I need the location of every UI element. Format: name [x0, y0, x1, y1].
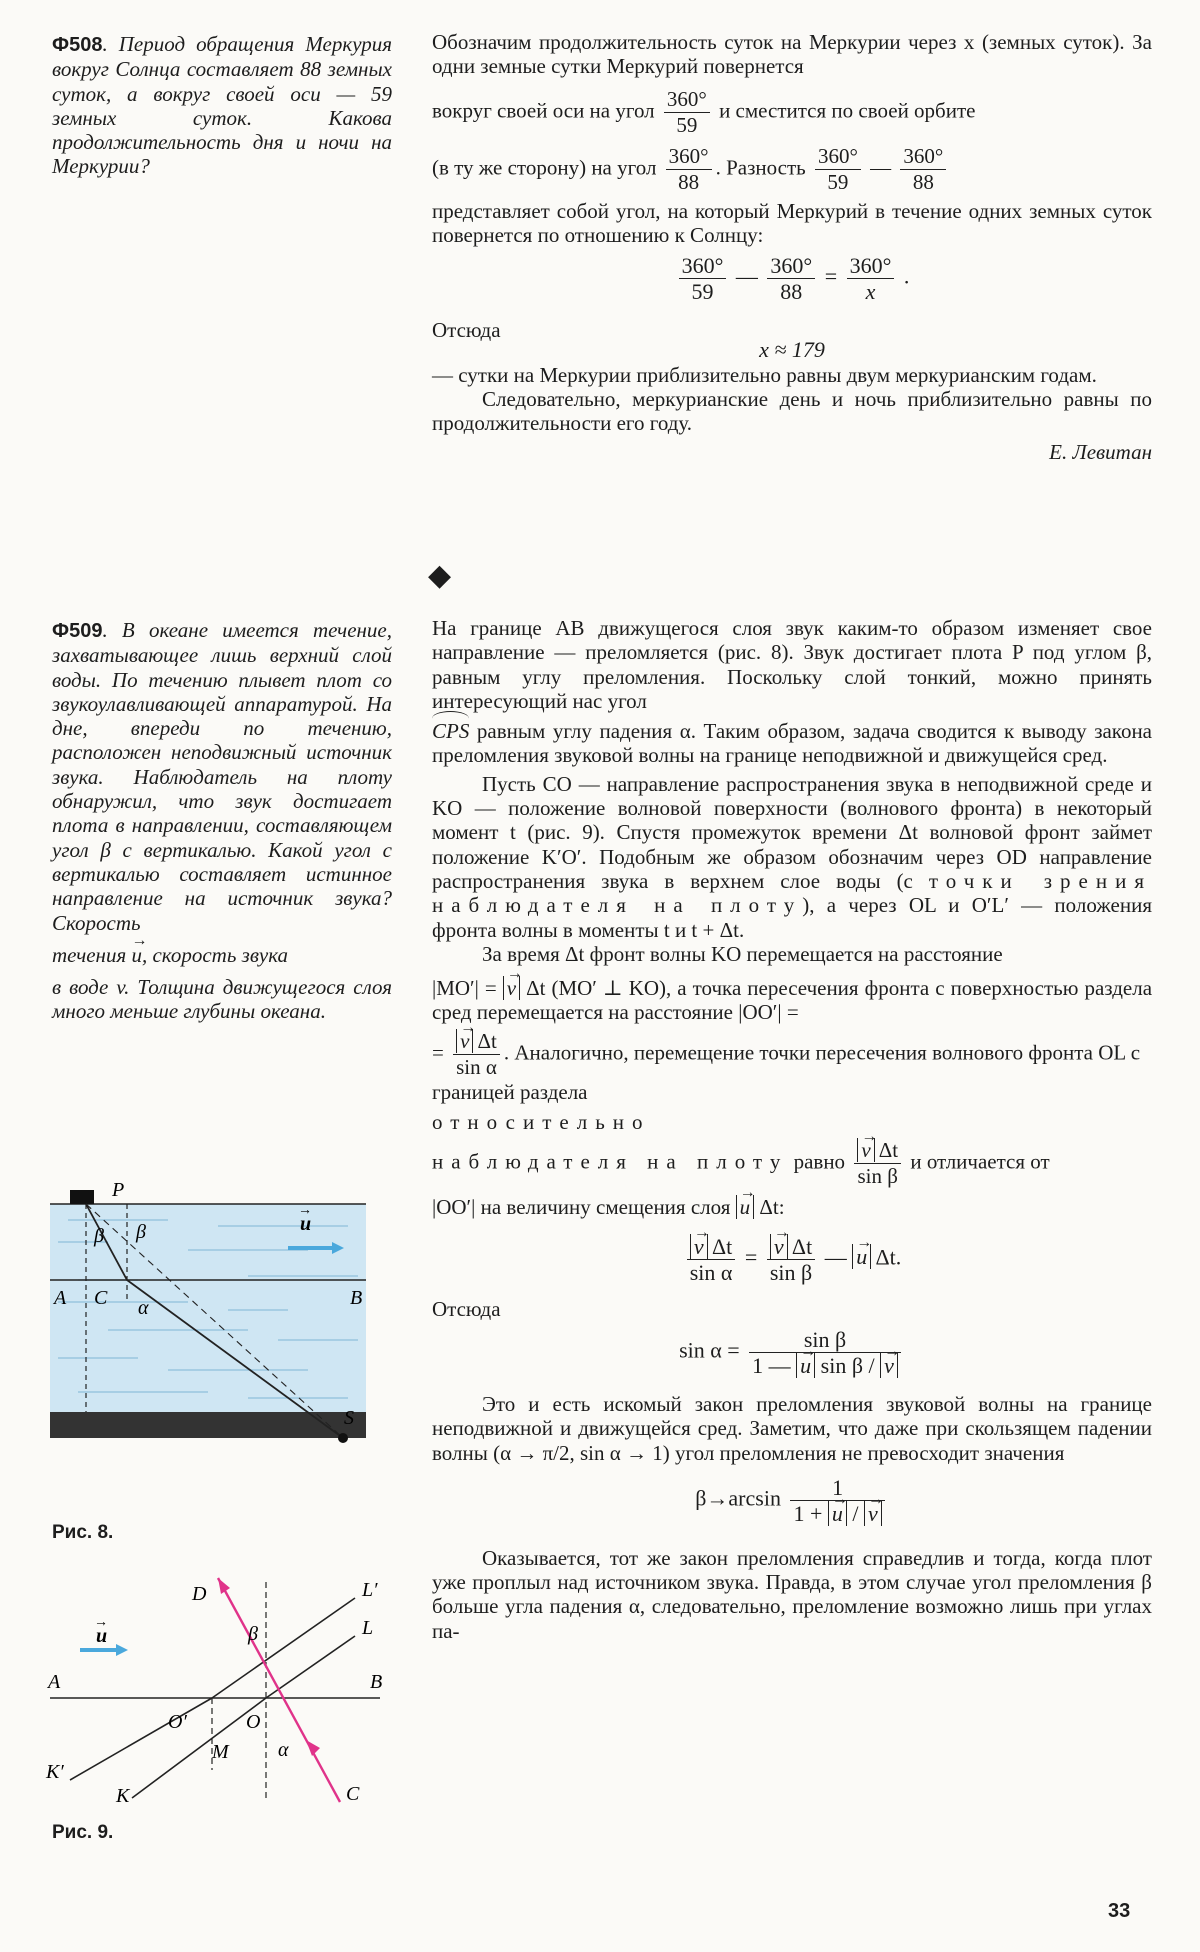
svg-text:M: M — [212, 1741, 229, 1763]
f509-problem-c: в воде v. Толщина движущегося слоя много меньше глубины океана. — [52, 975, 392, 1024]
raft — [70, 1190, 94, 1204]
f508-p1-line2 — [432, 87, 1152, 138]
f509-equation-3: β→arcsin $\frac{1}{1 + \to u / \to v}$ — [432, 1475, 1152, 1526]
f508-p1d: (в ту же сторону) на угол — [432, 154, 657, 179]
f509-equation-2: sin α = $\frac{\text{sin β}}{\text{1 — → u sin β / → v}}$ — [432, 1327, 1152, 1378]
f509-p3-line4: относительно — [432, 1110, 651, 1135]
svg-text:β: β — [136, 1221, 146, 1243]
svg-text:K: K — [116, 1785, 130, 1807]
svg-text:K′: K′ — [46, 1761, 64, 1783]
f508-p1: Обозначим продолжительность суток на Меркурии через x (земных суток). За одни земные сутки Меркурий повернется — [432, 30, 1152, 79]
f509-p1b-wrap — [432, 719, 1152, 768]
svg-text:u: u — [96, 1625, 108, 1647]
f509-solution — [432, 616, 1152, 1643]
svg-text:u: u — [300, 1213, 312, 1235]
svg-text:→: → — [298, 1203, 312, 1218]
svg-text:α: α — [278, 1739, 289, 1761]
svg-text:B: B — [370, 1671, 383, 1693]
fraction-360-88: $\frac{360^\circ}{88}$ — [666, 144, 712, 195]
f508-number: Ф508 — [52, 34, 103, 56]
f509-p3-line2: |MO′| = → v Δt (MO′ ⊥ KO), а точка пересечения фронта с поверхностью раздела сред перемещается на расстояние |OO′| = — [432, 976, 1152, 1025]
figure-8 — [48, 1180, 368, 1480]
svg-text:β: β — [94, 1225, 104, 1247]
f508-p1-line3: (в ту же сторону) на угол $\frac{360^\circ}{88}$ . Разность $\frac{360^\circ}{59}$ — $\frac{360^\circ}{88}$ — [432, 144, 1152, 195]
svg-text:L: L — [362, 1617, 374, 1639]
f509-equation-1: → $\frac{\text{v Δt}}{\text{sin α}}$ = → $\frac{\text{v Δt}}{\text{sin β}}$ — → u Δt. — [432, 1234, 1152, 1285]
svg-text:P: P — [112, 1179, 125, 1201]
svg-text:O: O — [246, 1711, 261, 1733]
svg-text:B: B — [350, 1287, 363, 1309]
section-separator: ◆ — [428, 559, 452, 592]
svg-text:C: C — [346, 1783, 360, 1805]
f509-p1b: равным углу падения α. Таким образом, задача сводится к выводу закона преломления звуковой волны на границе неподвижной и движущейся сред. — [432, 719, 1153, 768]
figure-8-caption: Рис. 8. — [52, 1522, 114, 1543]
f509-from-here: Отсюда — [432, 1296, 501, 1321]
f509-problem-a: В океане имеется течение, захватывающее лишь верхний слой воды. По течению плывет плот со звукоулавливающей аппаратурой. На дне, впереди по течению, расположен неподвижный источник звука. Наблюдатель на плоту обнаружил, что звук достигает плота в направлении, составляющем угол β с вертикалью. Какой угол с вертикалью составляет истинное направление на источник звука? Скорость — [52, 618, 393, 935]
figure-9 — [40, 1570, 383, 1810]
svg-text:O′: O′ — [168, 1711, 187, 1733]
f508-p1e: . Разность — [715, 154, 806, 179]
f509-p3-line3: = → $\frac{\text{v Δt}}{\text{sin α}}$ . Аналогично, перемещение точки пересечения волнового фронта OL с границей раздела — [432, 1029, 1152, 1104]
f508-problem-text: Период обращения Меркурия вокруг Солнца составляет 88 земных суток, а вокруг своей оси — 59 земных суток. Какова продолжительность дня и ночи на Меркурии? — [52, 32, 393, 179]
f509-p3a: За время Δt фронт волны KO перемещается на расстояние — [482, 941, 1003, 966]
svg-text:A: A — [54, 1287, 67, 1309]
fraction-360-59: $\frac{360^\circ}{59}$ — [664, 87, 710, 138]
f508-result: x ≈ 179 — [759, 337, 825, 363]
page-number: 33 — [1108, 1900, 1131, 1922]
svg-text:α: α — [138, 1297, 149, 1319]
f509-p4: Это и есть искомый закон преломления звуковой волны на границе неподвижной и движущейся сред. Заметим, что даже при скользящем падении волны (α → π/2, sin α → 1) угол преломления не превосходит значения — [432, 1391, 1152, 1465]
f509-p5: Оказывается, тот же закон преломления справедлив и тогда, когда плот уже проплыл над источником звука. Правда, в этом случае угол преломления β больше угла падения α, следовательно, преломление возможно лишь при углах па- — [432, 1545, 1152, 1643]
f509-p1a: На границе AB движущегося слоя звук каким-то образом изменяет свое направление — преломляется (рис. 8). Звук достигает плота P под углом β, равным углу преломления. Поскольку слой тонкий, можно принять интересующий нас угол — [432, 616, 1152, 713]
angle-cps: CPS — [432, 719, 470, 744]
f508-p1b: вокруг своей оси на угол — [432, 97, 655, 122]
f509-p3-line5: наблюдателя на плоту равно → $\frac{\text{v Δt}}{\text{sin β}}$ и отличается от — [432, 1138, 1152, 1189]
svg-text:S: S — [344, 1407, 354, 1429]
svg-text:L′: L′ — [362, 1579, 378, 1601]
svg-text:D: D — [192, 1583, 207, 1605]
f508-author: Е. Левитан — [1049, 439, 1152, 464]
f508-solution — [432, 30, 1152, 464]
f509-problem-b: течения → u, скорость звука — [52, 943, 392, 967]
svg-text:A: A — [48, 1671, 61, 1693]
f508-p2: представляет собой угол, на который Меркурий в течение одних земных суток повернется по отношению к Солнцу: — [432, 198, 1152, 247]
f508-equation: $\frac{360^\circ}{59}$ — $\frac{360^\circ}{88}$ = $\frac{360^\circ}{x}$ . — [432, 253, 1152, 304]
f508-problem: Ф508. Период обращения Меркурия вокруг Солнца составляет 88 земных суток, а вокруг своей оси — 59 земных суток. Какова продолжительность дня и ночи на Меркурии? — [52, 32, 393, 179]
f509-problem: Ф509. В океане имеется течение, захватывающее лишь верхний слой воды. По течению плывет плот со звукоулавливающей аппаратурой. На дне, впереди по течению, расположен неподвижный источник звука. Наблюдатель на плоту обнаружил, что звук достигает плота в направлении, составляющем угол β с вертикалью. Какой угол с вертикалью составляет истинное направление на источник звука? Скорость течения → u, скорость звука в воде v. Толщина движущегося слоя много меньше глубины океана. — [52, 618, 392, 1024]
f508-p1c: и сместится по своей орбите — [719, 97, 976, 122]
figure-9-caption: Рис. 9. — [52, 1822, 114, 1843]
svg-text:C: C — [94, 1287, 108, 1309]
f508-from-here: Отсюда — [432, 318, 501, 343]
svg-text:→: → — [94, 1615, 108, 1630]
f508-p4: Следовательно, меркурианские день и ночь приблизительно равны по продолжительности его году. — [432, 387, 1152, 436]
f509-p3-line6: |OO′| на величину смещения слоя → u Δt: — [432, 1195, 1152, 1219]
svg-text:β: β — [248, 1623, 258, 1645]
f509-p2: Пусть CO — направление распространения звука в неподвижной среде и KO — положение волновой поверхности (волнового фронта) в некоторый момент t (рис. 9). Спустя промежуток времени Δt волновой фронт займет положение K′O′. Подобным же образом обозначим через OD направление распространения звука в верхнем слое воды (с точки зрения наблюдателя на плоту), а через OL и O′L′ — положения фронта волны в моменты t и t + Δt. — [432, 771, 1152, 942]
f509-number: Ф509 — [52, 620, 103, 642]
f508-p3: — сутки на Меркурии приблизительно равны двум меркурианским годам. — [432, 362, 1097, 387]
